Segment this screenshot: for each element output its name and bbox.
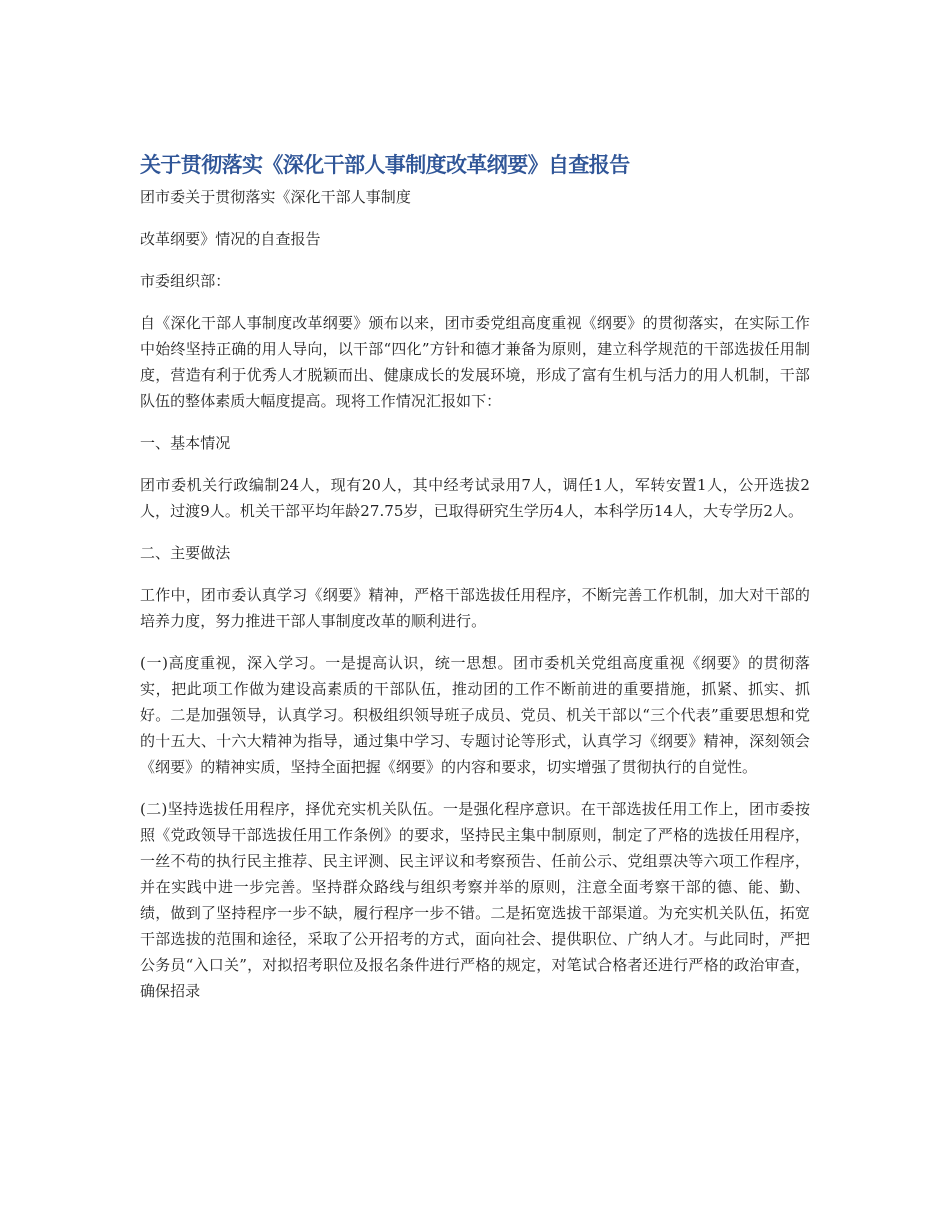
section-1-heading: 一、基本情况 xyxy=(140,434,231,452)
subtitle-line-1: 团市委关于贯彻落实《深化干部人事制度 xyxy=(140,188,411,206)
salutation: 市委组织部： xyxy=(140,272,231,290)
section-1-body: 团市委机关行政编制24人，现有20人，其中经考试录用7人，调任1人，军转安置1人，公开选拔2人，过渡9人。机关干部平均年龄27.75岁，已取得研究生学历4人，本科学历14人，大专学历2人。 xyxy=(140,476,810,520)
item-1-paragraph: (一)高度重视，深入学习。一是提高认识，统一思想。团市委机关党组高度重视《纲要》的贯彻落实，把此项工作做为建设高素质的干部队伍，推动团的工作不断前进的重要措施，抓紧、抓实、抓好。二是加强领导，认真学习。积极组织领导班子成员、党员、机关干部以“三个代表”重要思想和党的十五大、十六大精神为指导，通过集中学习、专题讨论等形式，认真学习《纲要》精神，深刻领会《纲要》的精神实质，坚持全面把握《纲要》的内容和要求，切实增强了贯彻执行的自觉性。 xyxy=(140,654,810,776)
subtitle-line-2: 改革纲要》情况的自查报告 xyxy=(140,230,321,248)
intro-paragraph: 自《深化干部人事制度改革纲要》颁布以来，团市委党组高度重视《纲要》的贯彻落实，在实际工作中始终坚持正确的用人导向，以干部“四化”方针和德才兼备为原则，建立科学规范的干部选拔任用制度，营造有利于优秀人才脱颖而出、健康成长的发展环境，形成了富有生机与活力的用人机制，干部队伍的整体素质大幅度提高。现将工作情况汇报如下： xyxy=(140,314,810,410)
item-2-paragraph: (二)坚持选拔任用程序，择优充实机关队伍。一是强化程序意识。在干部选拔任用工作上，团市委按照《党政领导干部选拔任用工作条例》的要求，坚持民主集中制原则，制定了严格的选拔任用程序，一丝不苟的执行民主推荐、民主评测、民主评议和考察预告、任前公示、党组票决等六项工作程序，并在实践中进一步完善。坚持群众路线与组织考察并举的原则，注意全面考察干部的德、能、勤、绩，做到了坚持程序一步不缺，履行程序一步不错。二是拓宽选拔干部渠道。为充实机关队伍，拓宽干部选拔的范围和途径，采取了公开招考的方式，面向社会、提供职位、广纳人才。与此同时，严把公务员“入口关”，对拟招考职位及报名条件进行严格的规定，对笔试合格者还进行严格的政治审查，确保招录 xyxy=(140,800,810,1000)
document-page xyxy=(140,148,810,1004)
section-2-intro: 工作中，团市委认真学习《纲要》精神，严格干部选拔任用程序，不断完善工作机制，加大对干部的培养力度，努力推进干部人事制度改革的顺利进行。 xyxy=(140,586,810,630)
document-title: 关于贯彻落实《深化干部人事制度改革纲要》自查报告 xyxy=(140,153,630,177)
section-2-heading: 二、主要做法 xyxy=(140,544,231,562)
